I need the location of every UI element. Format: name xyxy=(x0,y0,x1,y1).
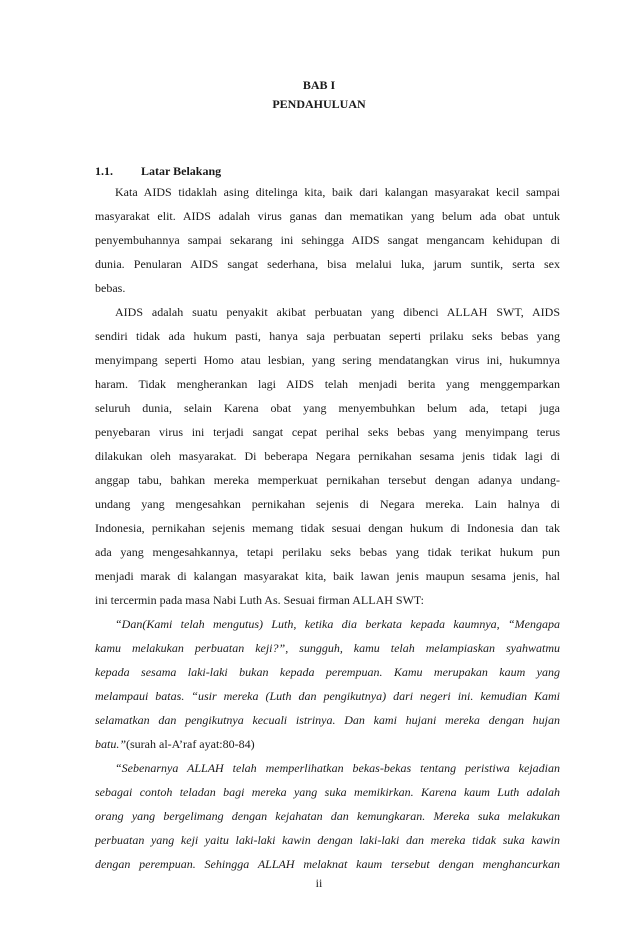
paragraph-line: dengan perempuan. Sehingga ALLAH melaknat kaum tersebut dengan menghancurkan xyxy=(95,857,560,871)
paragraph-line: ada yang mengesahkannya, tetapi perilaku seks bebas yang tidak terikat hukum pun xyxy=(95,545,560,559)
quote-line: “Dan(Kami telah mengutus) Luth, ketika dia berkata kepada kaumnya, “Mengapa xyxy=(115,617,560,631)
paragraph-line: AIDS adalah suatu penyakit akibat perbuatan yang dibenci ALLAH SWT, AIDS xyxy=(115,305,560,319)
page-number: ii xyxy=(315,876,323,890)
quote-line: melampaui batas. “usir mereka (Luth dan pengikutnya) dari negeri ini. kemudian Kami xyxy=(95,689,560,703)
paragraph-line: menyimpang seperti Homo atau lesbian, yang sering mendatangkan virus ini, hukumnya xyxy=(95,353,560,367)
paragraph-line: haram. Tidak mengherankan lagi AIDS telah menjadi berita yang menggemparkan xyxy=(95,377,560,391)
paragraph-line: dunia. Penularan AIDS sangat sederhana, bisa melalui luka, jarum suntik, serta sex xyxy=(95,257,560,271)
paragraph-line: seluruh dunia, selain Karena obat yang menyembuhkan belum ada, tetapi juga xyxy=(95,401,560,415)
paragraph-line: dilakukan oleh masyarakat. Di beberapa Negara pernikahan sesama jenis tidak lagi di xyxy=(95,449,560,463)
paragraph-line: sebagai contoh teladan bagi mereka yang suka memikirkan. Karena kaum Luth adalah xyxy=(95,785,560,799)
quote-line: kepada sesama laki-laki bukan kepada perempuan. Kamu merupakan kaum yang xyxy=(95,665,560,679)
paragraph-line: sendiri tidak ada hukum pasti, hanya saja perbuatan seperti prilaku seks bebas yang xyxy=(95,329,560,343)
quote-line: kamu melakukan perbuatan keji?”, sungguh, kamu telah melampiaskan syahwatmu xyxy=(95,641,560,655)
quote-reference: (surah al-A’raf ayat:80-84) xyxy=(126,737,255,751)
paragraph-line: masyarakat elit. AIDS adalah virus ganas dan mematikan yang belum ada obat untuk xyxy=(95,209,560,223)
paragraph-line: penyebaran virus ini terjadi sangat cepat perihal seks bebas yang menyimpang terus xyxy=(95,425,560,439)
paragraph-line: orang yang bergelimang dengan kejahatan dan kemungkaran. Mereka suka melakukan xyxy=(95,809,560,823)
paragraph-line: menjadi marak di kalangan masyarakat kita, baik lawan jenis maupun sesama jenis, hal xyxy=(95,569,560,583)
quote-line: selamatkan dan pengikutnya kecuali istrinya. Dan kami hujani mereka dengan hujan xyxy=(95,713,560,727)
paragraph-line: anggap tabu, bahkan mereka memperkuat pernikahan tersebut dengan adanya undang- xyxy=(95,473,560,487)
chapter-title: PENDAHULUAN xyxy=(272,97,366,111)
section-number: 1.1. xyxy=(95,164,113,178)
quote-end: batu.” xyxy=(95,737,127,751)
paragraph-line: “Sebenarnya ALLAH telah memperlihatkan bekas-bekas tentang peristiwa kejadian xyxy=(115,761,560,775)
paragraph-line: penyembuhannya sampai sekarang ini sehingga AIDS sangat mengancam kehidupan di xyxy=(95,233,560,247)
paragraph-line: Kata AIDS tidaklah asing ditelinga kita, baik dari kalangan masyarakat kecil sampai xyxy=(115,185,560,199)
quote-citation-line xyxy=(95,736,560,752)
paragraph-line: perbuatan yang keji yaitu laki-laki kawin dengan laki-laki dan mereka tidak suka kawin xyxy=(95,833,560,847)
paragraph-line: ini tercermin pada masa Nabi Luth As. Sesuai firman ALLAH SWT: xyxy=(95,593,424,607)
chapter-label: BAB I xyxy=(302,78,336,92)
section-heading xyxy=(95,164,221,179)
paragraph-line: Indonesia, pernikahan sejenis memang tidak sesuai dengan hukum di Indonesia dan tak xyxy=(95,521,560,535)
paragraph-line: undang yang mengesahkan pernikahan sejenis di Negara mereka. Lain halnya di xyxy=(95,497,560,511)
paragraph-line: bebas. xyxy=(95,281,126,295)
section-title: Latar Belakang xyxy=(141,164,222,178)
